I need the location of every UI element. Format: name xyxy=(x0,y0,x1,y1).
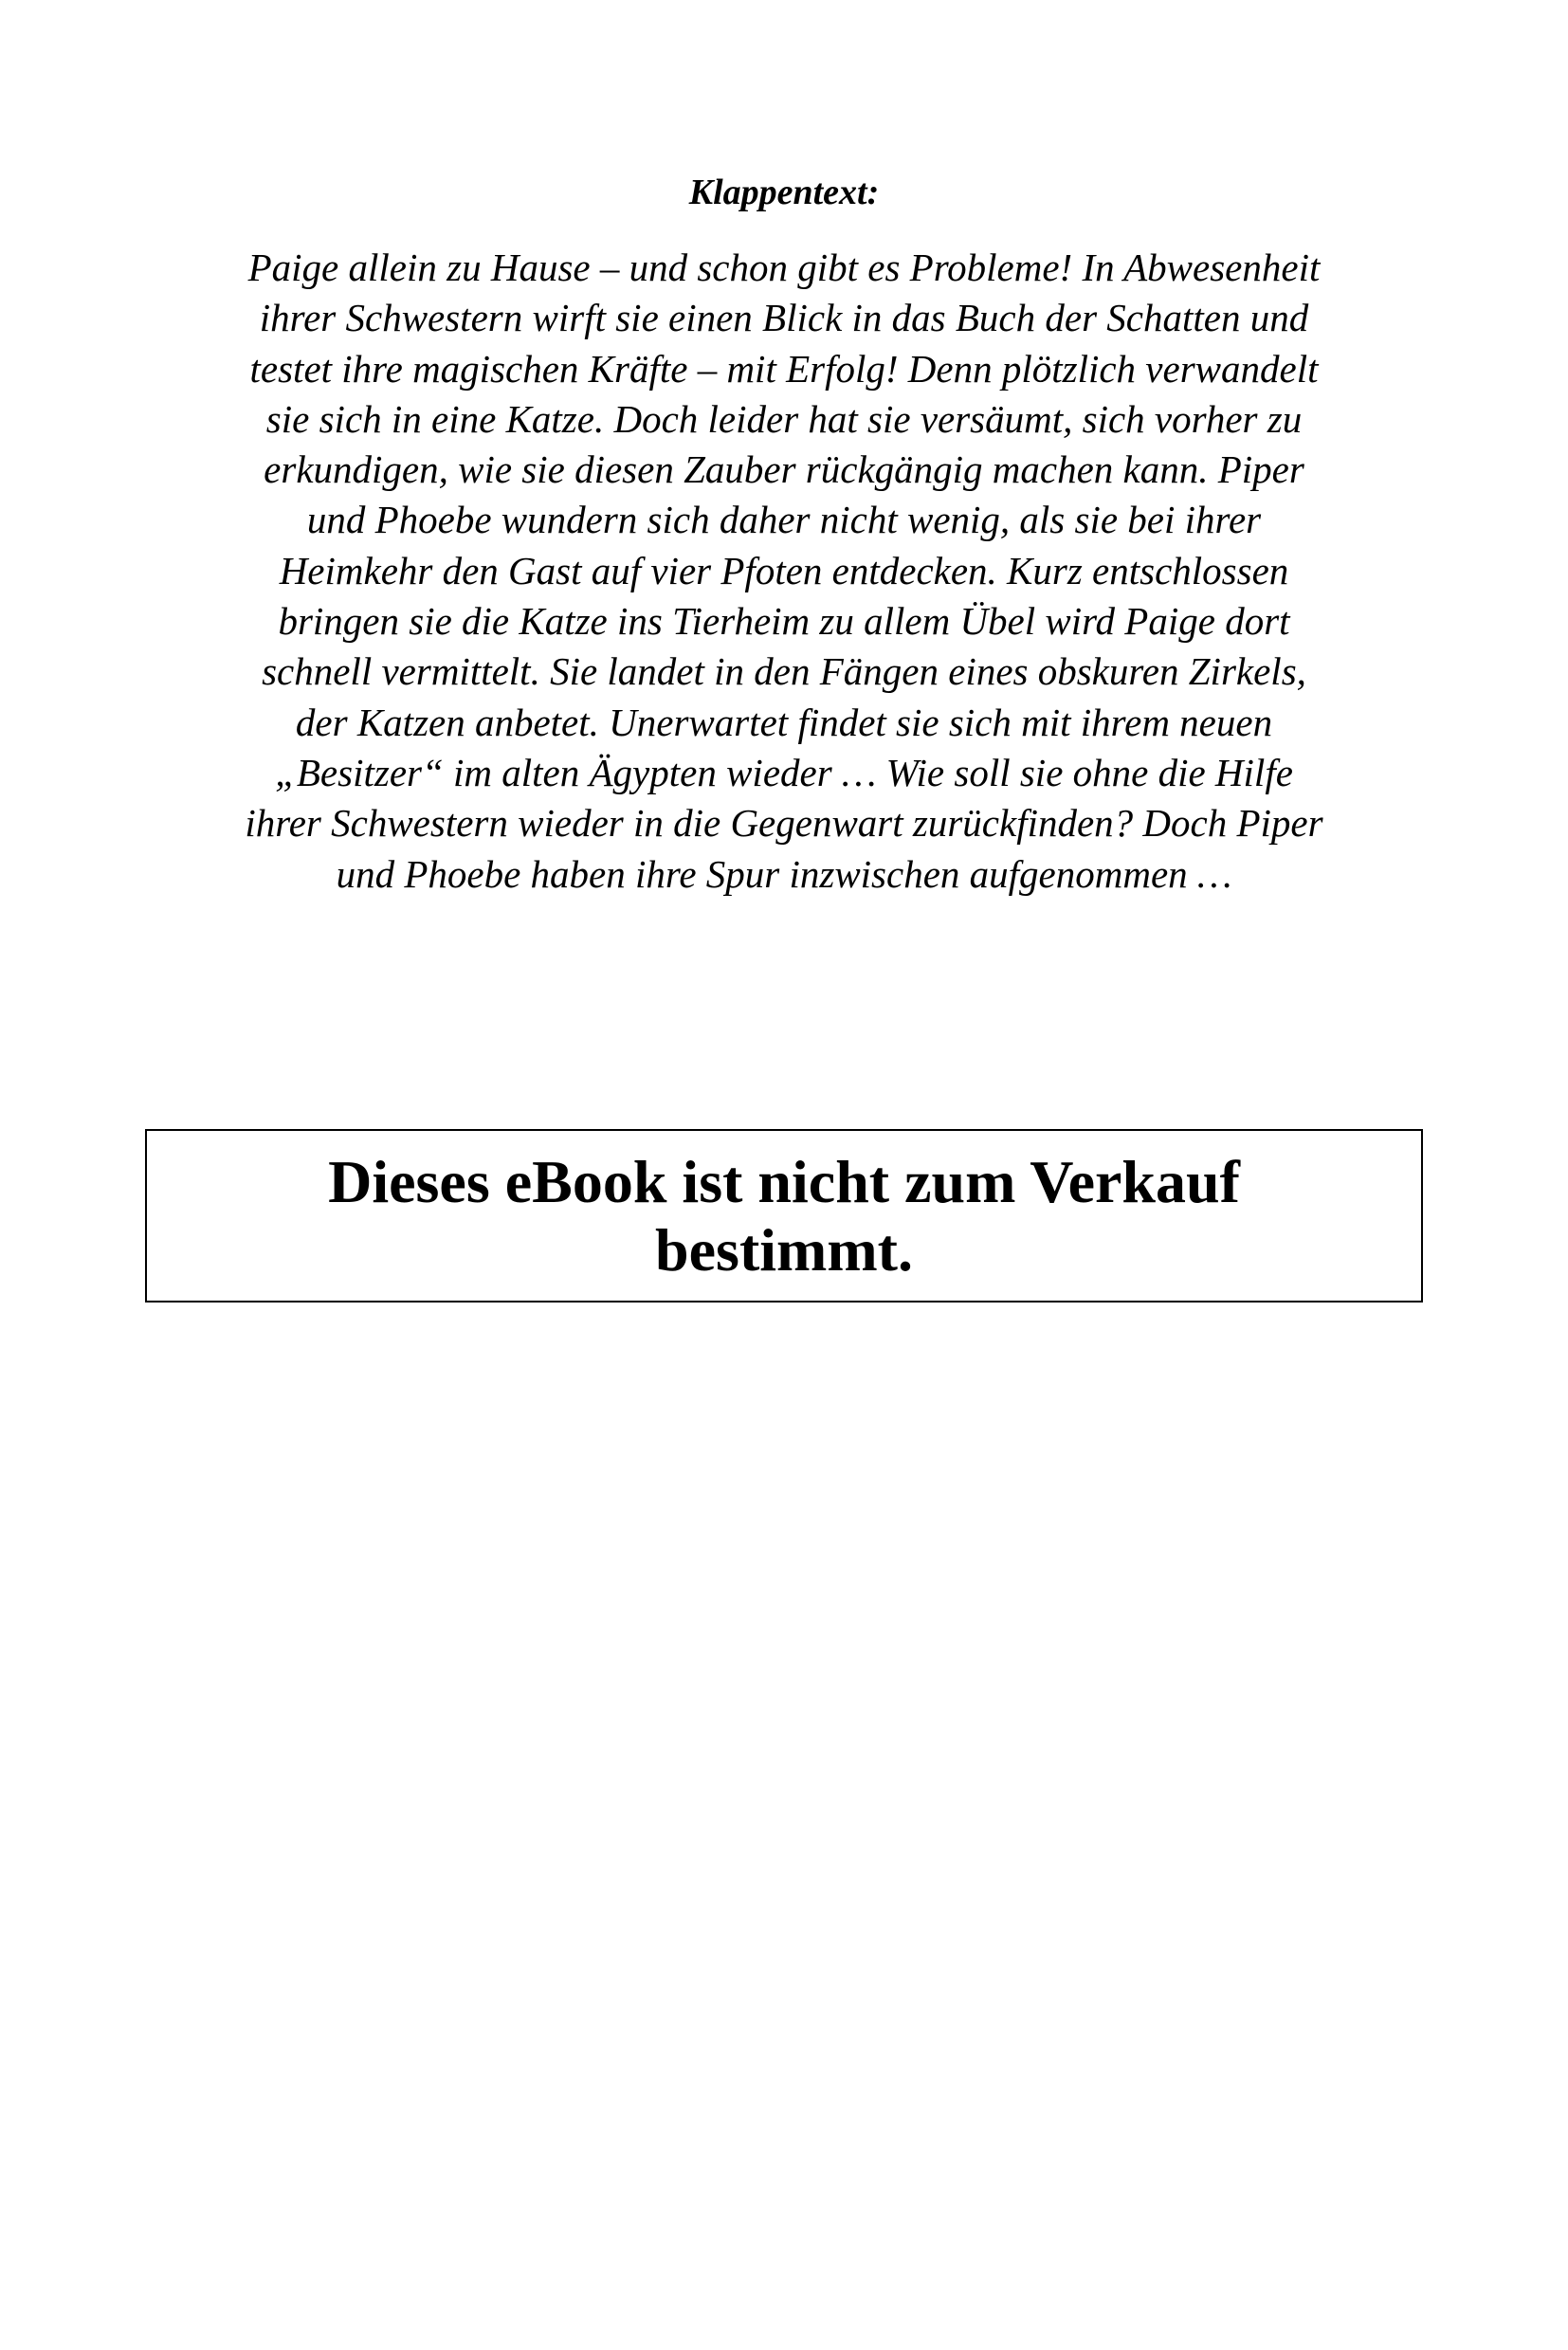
blurb-line: „Besitzer“ im alten Ägypten wieder … Wie soll sie ohne die Hilfe xyxy=(275,750,1293,794)
blurb-line: sie sich in eine Katze. Doch leider hat sie versäumt, sich vorher zu xyxy=(265,396,1303,441)
blurb-line: Heimkehr den Gast auf vier Pfoten entdecken. Kurz entschlossen xyxy=(279,548,1289,592)
notice-line: bestimmt. xyxy=(655,1215,913,1284)
not-for-sale-notice-box xyxy=(145,1129,1423,1303)
blurb-line: testet ihre magischen Kräfte – mit Erfolg! Denn plötzlich verwandelt xyxy=(249,346,1319,391)
blurb-text xyxy=(133,243,1435,900)
blurb-line: erkundigen, wie sie diesen Zauber rückgängig machen kann. Piper xyxy=(264,447,1304,492)
blurb-heading: Klappentext: xyxy=(688,173,880,212)
notice-line: Dieses eBook ist nicht zum Verkauf xyxy=(328,1147,1240,1215)
blurb-line: schnell vermittelt. Sie landet in den Fängen eines obskuren Zirkels, xyxy=(262,649,1306,694)
blurb-line: ihrer Schwestern wieder in die Gegenwart zurückfinden? Doch Piper xyxy=(245,801,1323,846)
blurb-line: Paige allein zu Hause – und schon gibt es Probleme! In Abwesenheit xyxy=(247,246,1321,289)
blurb-line: und Phoebe wundern sich daher nicht wenig, als sie bei ihrer xyxy=(306,498,1262,542)
blurb-line: der Katzen anbetet. Unerwartet findet sie sich mit ihrem neuen xyxy=(295,700,1273,744)
blurb-line: ihrer Schwestern wirft sie einen Blick in das Buch der Schatten und xyxy=(259,296,1309,340)
blurb-line: und Phoebe haben ihre Spur inzwischen aufgenommen … xyxy=(336,851,1232,896)
blurb-line: bringen sie die Katze ins Tierheim zu allem Übel wird Paige dort xyxy=(278,599,1290,644)
